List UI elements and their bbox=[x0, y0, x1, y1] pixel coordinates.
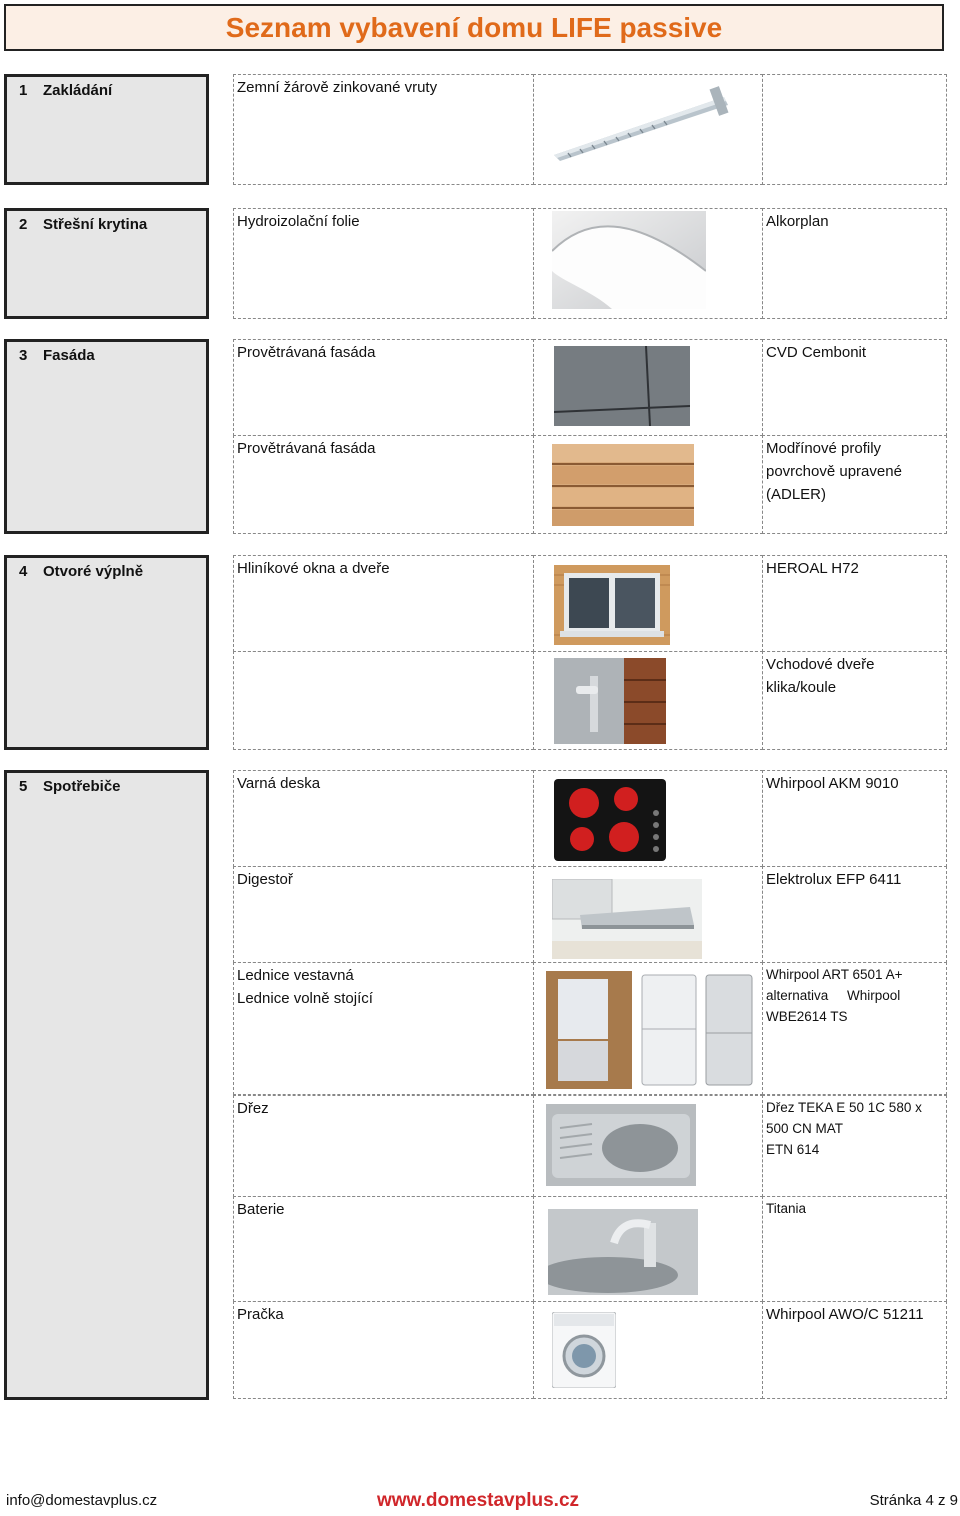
item-cell bbox=[233, 1095, 534, 1197]
item-name: Pračka bbox=[237, 1306, 284, 1323]
item-name: Hydroizolační folie bbox=[237, 213, 360, 230]
brand-cell bbox=[762, 866, 947, 963]
brand-name: Vchodové dveře klika/koule bbox=[766, 656, 875, 696]
brand-cell bbox=[762, 1301, 947, 1399]
ground-screw-photo bbox=[548, 83, 738, 163]
section-label: Spotřebiče bbox=[43, 778, 121, 795]
item-cell bbox=[233, 74, 534, 185]
faucet-photo bbox=[548, 1209, 698, 1295]
brand-name: Titania bbox=[766, 1201, 807, 1216]
section-number: 2 bbox=[19, 216, 28, 233]
image-cell bbox=[533, 435, 763, 534]
brand-name: Alkorplan bbox=[766, 213, 829, 230]
section-stresni-krytina bbox=[4, 208, 209, 319]
item-cell bbox=[233, 555, 534, 652]
brand-name-line: WBE2614 TS bbox=[766, 1009, 848, 1024]
image-cell bbox=[533, 555, 763, 652]
washing-machine-photo bbox=[552, 1312, 616, 1388]
brand-cell bbox=[762, 339, 947, 436]
item-name: Zemní žárově zinkované vruty bbox=[237, 79, 438, 96]
item-name: Provětrávaná fasáda bbox=[237, 440, 376, 457]
cement-panel-photo bbox=[554, 346, 690, 426]
item-cell bbox=[233, 962, 534, 1095]
image-cell bbox=[533, 962, 763, 1095]
brand-name: CVD Cembonit bbox=[766, 344, 867, 361]
sink-photo bbox=[546, 1104, 696, 1186]
brand-cell bbox=[762, 555, 947, 652]
image-cell bbox=[533, 1301, 763, 1399]
section-number: 4 bbox=[19, 563, 28, 580]
item-name-line: Lednice vestavná bbox=[237, 967, 354, 984]
section-number: 1 bbox=[19, 82, 28, 99]
brand-name: Whirpool AKM 9010 bbox=[766, 775, 899, 792]
brand-name-line: Whirpool ART 6501 A+ bbox=[766, 967, 903, 982]
item-cell bbox=[233, 1196, 534, 1302]
brand-name-line: ETN 614 bbox=[766, 1142, 820, 1157]
section-label: Otvoré výplně bbox=[43, 563, 144, 580]
image-cell bbox=[533, 651, 763, 750]
item-name-line: Lednice volně stojící bbox=[237, 990, 373, 1007]
section-label: Fasáda bbox=[43, 347, 95, 364]
section-label: Střešní krytina bbox=[43, 216, 148, 233]
brand-name: Modřínové profily povrchově upravené (ADLER) bbox=[766, 440, 902, 503]
brand-cell bbox=[762, 74, 947, 185]
section-fasada bbox=[4, 339, 209, 534]
brand-name-line: Dřez TEKA E 50 1C 580 x bbox=[766, 1100, 922, 1115]
brand-name: Elektrolux EFP 6411 bbox=[766, 871, 902, 888]
aluminium-window-photo bbox=[554, 565, 670, 645]
item-cell bbox=[233, 435, 534, 534]
section-label: Zakládání bbox=[43, 82, 113, 99]
item-name: Hliníkové okna a dveře bbox=[237, 560, 390, 577]
image-cell bbox=[533, 1196, 763, 1302]
item-cell bbox=[233, 339, 534, 436]
image-cell bbox=[533, 208, 763, 319]
door-handle-photo bbox=[554, 658, 666, 744]
page-title: Seznam vybavení domu LIFE passive bbox=[4, 4, 944, 51]
brand-cell bbox=[762, 435, 947, 534]
footer-page-number: Stránka 4 z 9 bbox=[869, 1492, 958, 1509]
brand-cell bbox=[762, 651, 947, 750]
section-zakladani bbox=[4, 74, 209, 185]
footer-website-link[interactable]: www.domestavplus.cz bbox=[377, 1490, 580, 1511]
image-cell bbox=[533, 770, 763, 867]
image-cell bbox=[533, 866, 763, 963]
brand-cell bbox=[762, 1095, 947, 1197]
item-cell bbox=[233, 770, 534, 867]
brand-cell bbox=[762, 1196, 947, 1302]
brand-cell bbox=[762, 962, 947, 1095]
brand-cell bbox=[762, 208, 947, 319]
brand-name: Whirpool AWO/C 51211 bbox=[766, 1306, 924, 1323]
section-otvore-vyplne bbox=[4, 555, 209, 750]
brand-name: HEROAL H72 bbox=[766, 560, 859, 577]
item-cell bbox=[233, 866, 534, 963]
brand-name-line: 500 CN MAT bbox=[766, 1121, 844, 1136]
image-cell bbox=[533, 1095, 763, 1197]
cooktop-photo bbox=[554, 779, 666, 861]
image-cell bbox=[533, 74, 763, 185]
fridges-photo bbox=[546, 971, 754, 1089]
footer-email[interactable]: info@domestavplus.cz bbox=[6, 1492, 158, 1509]
brand-name-line: alternativa Whirpool bbox=[766, 988, 901, 1003]
item-name: Digestoř bbox=[237, 871, 293, 888]
section-spotrebice bbox=[4, 770, 209, 1400]
section-number: 5 bbox=[19, 778, 28, 795]
item-name: Baterie bbox=[237, 1201, 285, 1218]
larch-boards-photo bbox=[552, 444, 694, 526]
item-cell bbox=[233, 651, 534, 750]
section-number: 3 bbox=[19, 347, 28, 364]
item-name: Provětrávaná fasáda bbox=[237, 344, 376, 361]
brand-cell bbox=[762, 770, 947, 867]
item-name: Dřez bbox=[237, 1100, 269, 1117]
item-cell bbox=[233, 208, 534, 319]
membrane-roll-photo bbox=[552, 211, 706, 309]
cooker-hood-photo bbox=[552, 879, 702, 959]
item-cell bbox=[233, 1301, 534, 1399]
image-cell bbox=[533, 339, 763, 436]
item-name: Varná deska bbox=[237, 775, 321, 792]
